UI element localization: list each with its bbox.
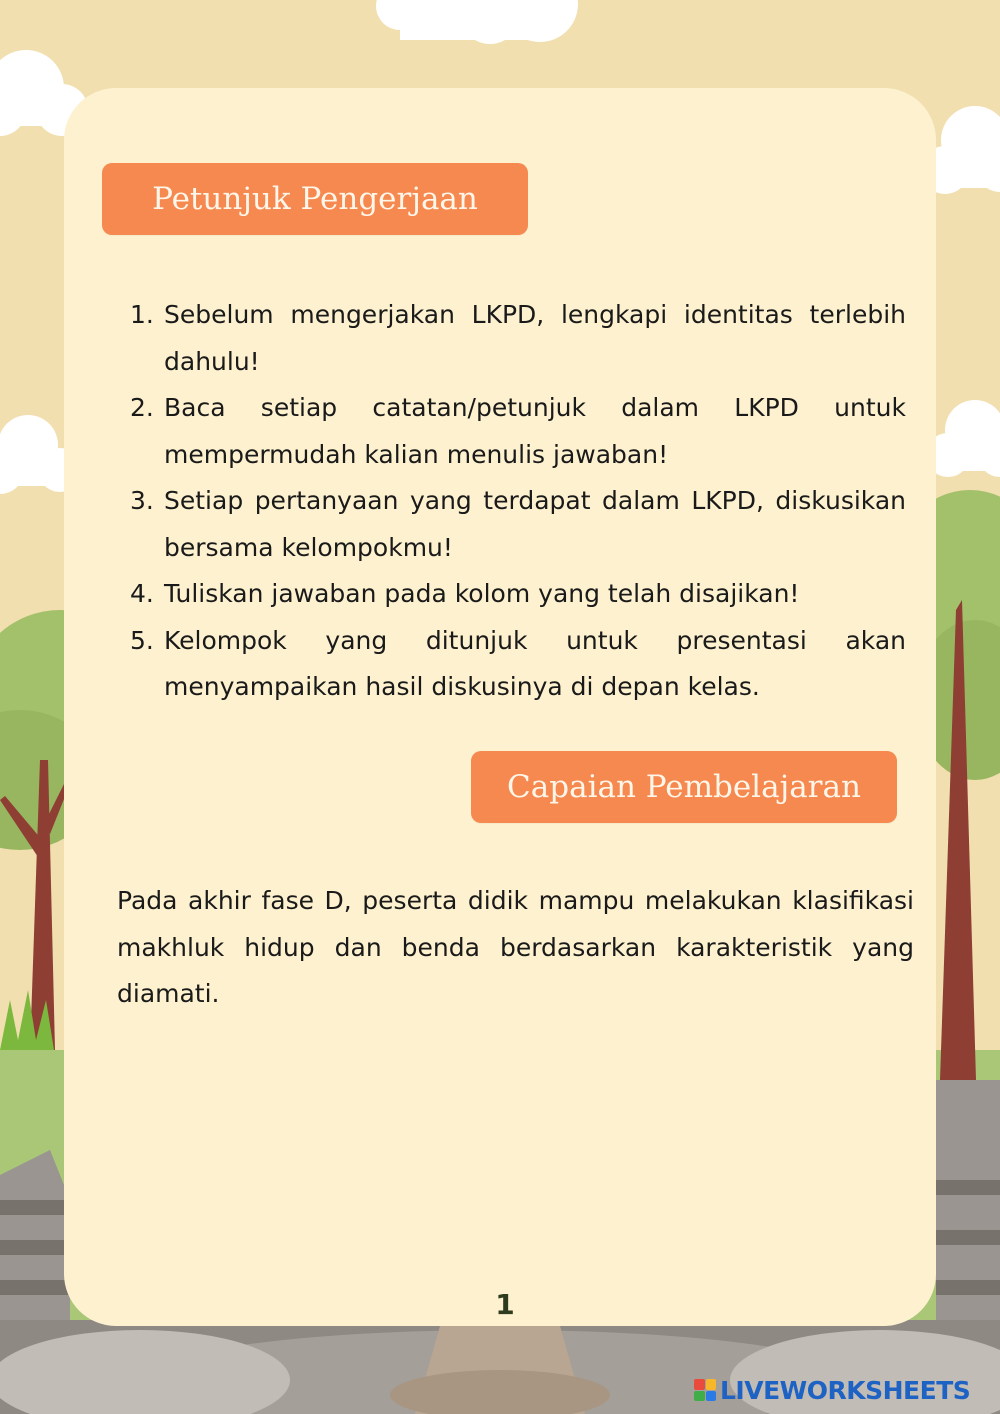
list-item [130, 385, 906, 478]
watermark-text: LIVEWORKSHEETS [720, 1375, 971, 1405]
list-item-text: Tuliskan jawaban pada kolom yang telah disajikan! [164, 579, 800, 608]
list-item-number: 1. [130, 300, 154, 329]
list-item-text: Setiap pertanyaan yang terdapat dalam LKPD, diskusikan bersama kelompokmu! [164, 486, 906, 562]
stupa-icon [936, 1080, 1000, 1340]
instructions-heading: Petunjuk Pengerjaan [102, 163, 528, 235]
list-item-text: Baca setiap catatan/petunjuk dalam LKPD untuk mempermudah kalian menulis jawaban! [164, 393, 906, 469]
list-item-number: 2. [130, 393, 154, 422]
list-item-text: Kelompok yang ditunjuk untuk presentasi akan menyampaikan hasil diskusinya di depan kelas. [164, 625, 906, 701]
cloud-icon [376, 0, 578, 44]
list-item [130, 571, 906, 618]
list-item [130, 618, 906, 711]
list-item-number: 4. [130, 579, 154, 608]
list-item [130, 292, 906, 385]
list-item-text: Sebelum mengerjakan LKPD, lengkapi identitas terlebih dahulu! [164, 300, 906, 376]
page-number: 1 [495, 1288, 515, 1321]
list-item [130, 478, 906, 571]
list-item-number: 3. [130, 486, 154, 515]
liveworksheets-logo-icon [694, 1379, 716, 1401]
achievement-paragraph: Pada akhir fase D, peserta didik mampu melakukan klasifikasi makhluk hidup dan benda berdasarkan karakteristik yang diamati. [117, 886, 914, 1008]
list-item-number: 5. [130, 625, 154, 655]
liveworksheets-watermark[interactable] [694, 1376, 970, 1404]
stupa-icon [0, 1150, 70, 1340]
achievement-heading: Capaian Pembelajaran [471, 751, 897, 823]
instructions-list [130, 292, 906, 711]
